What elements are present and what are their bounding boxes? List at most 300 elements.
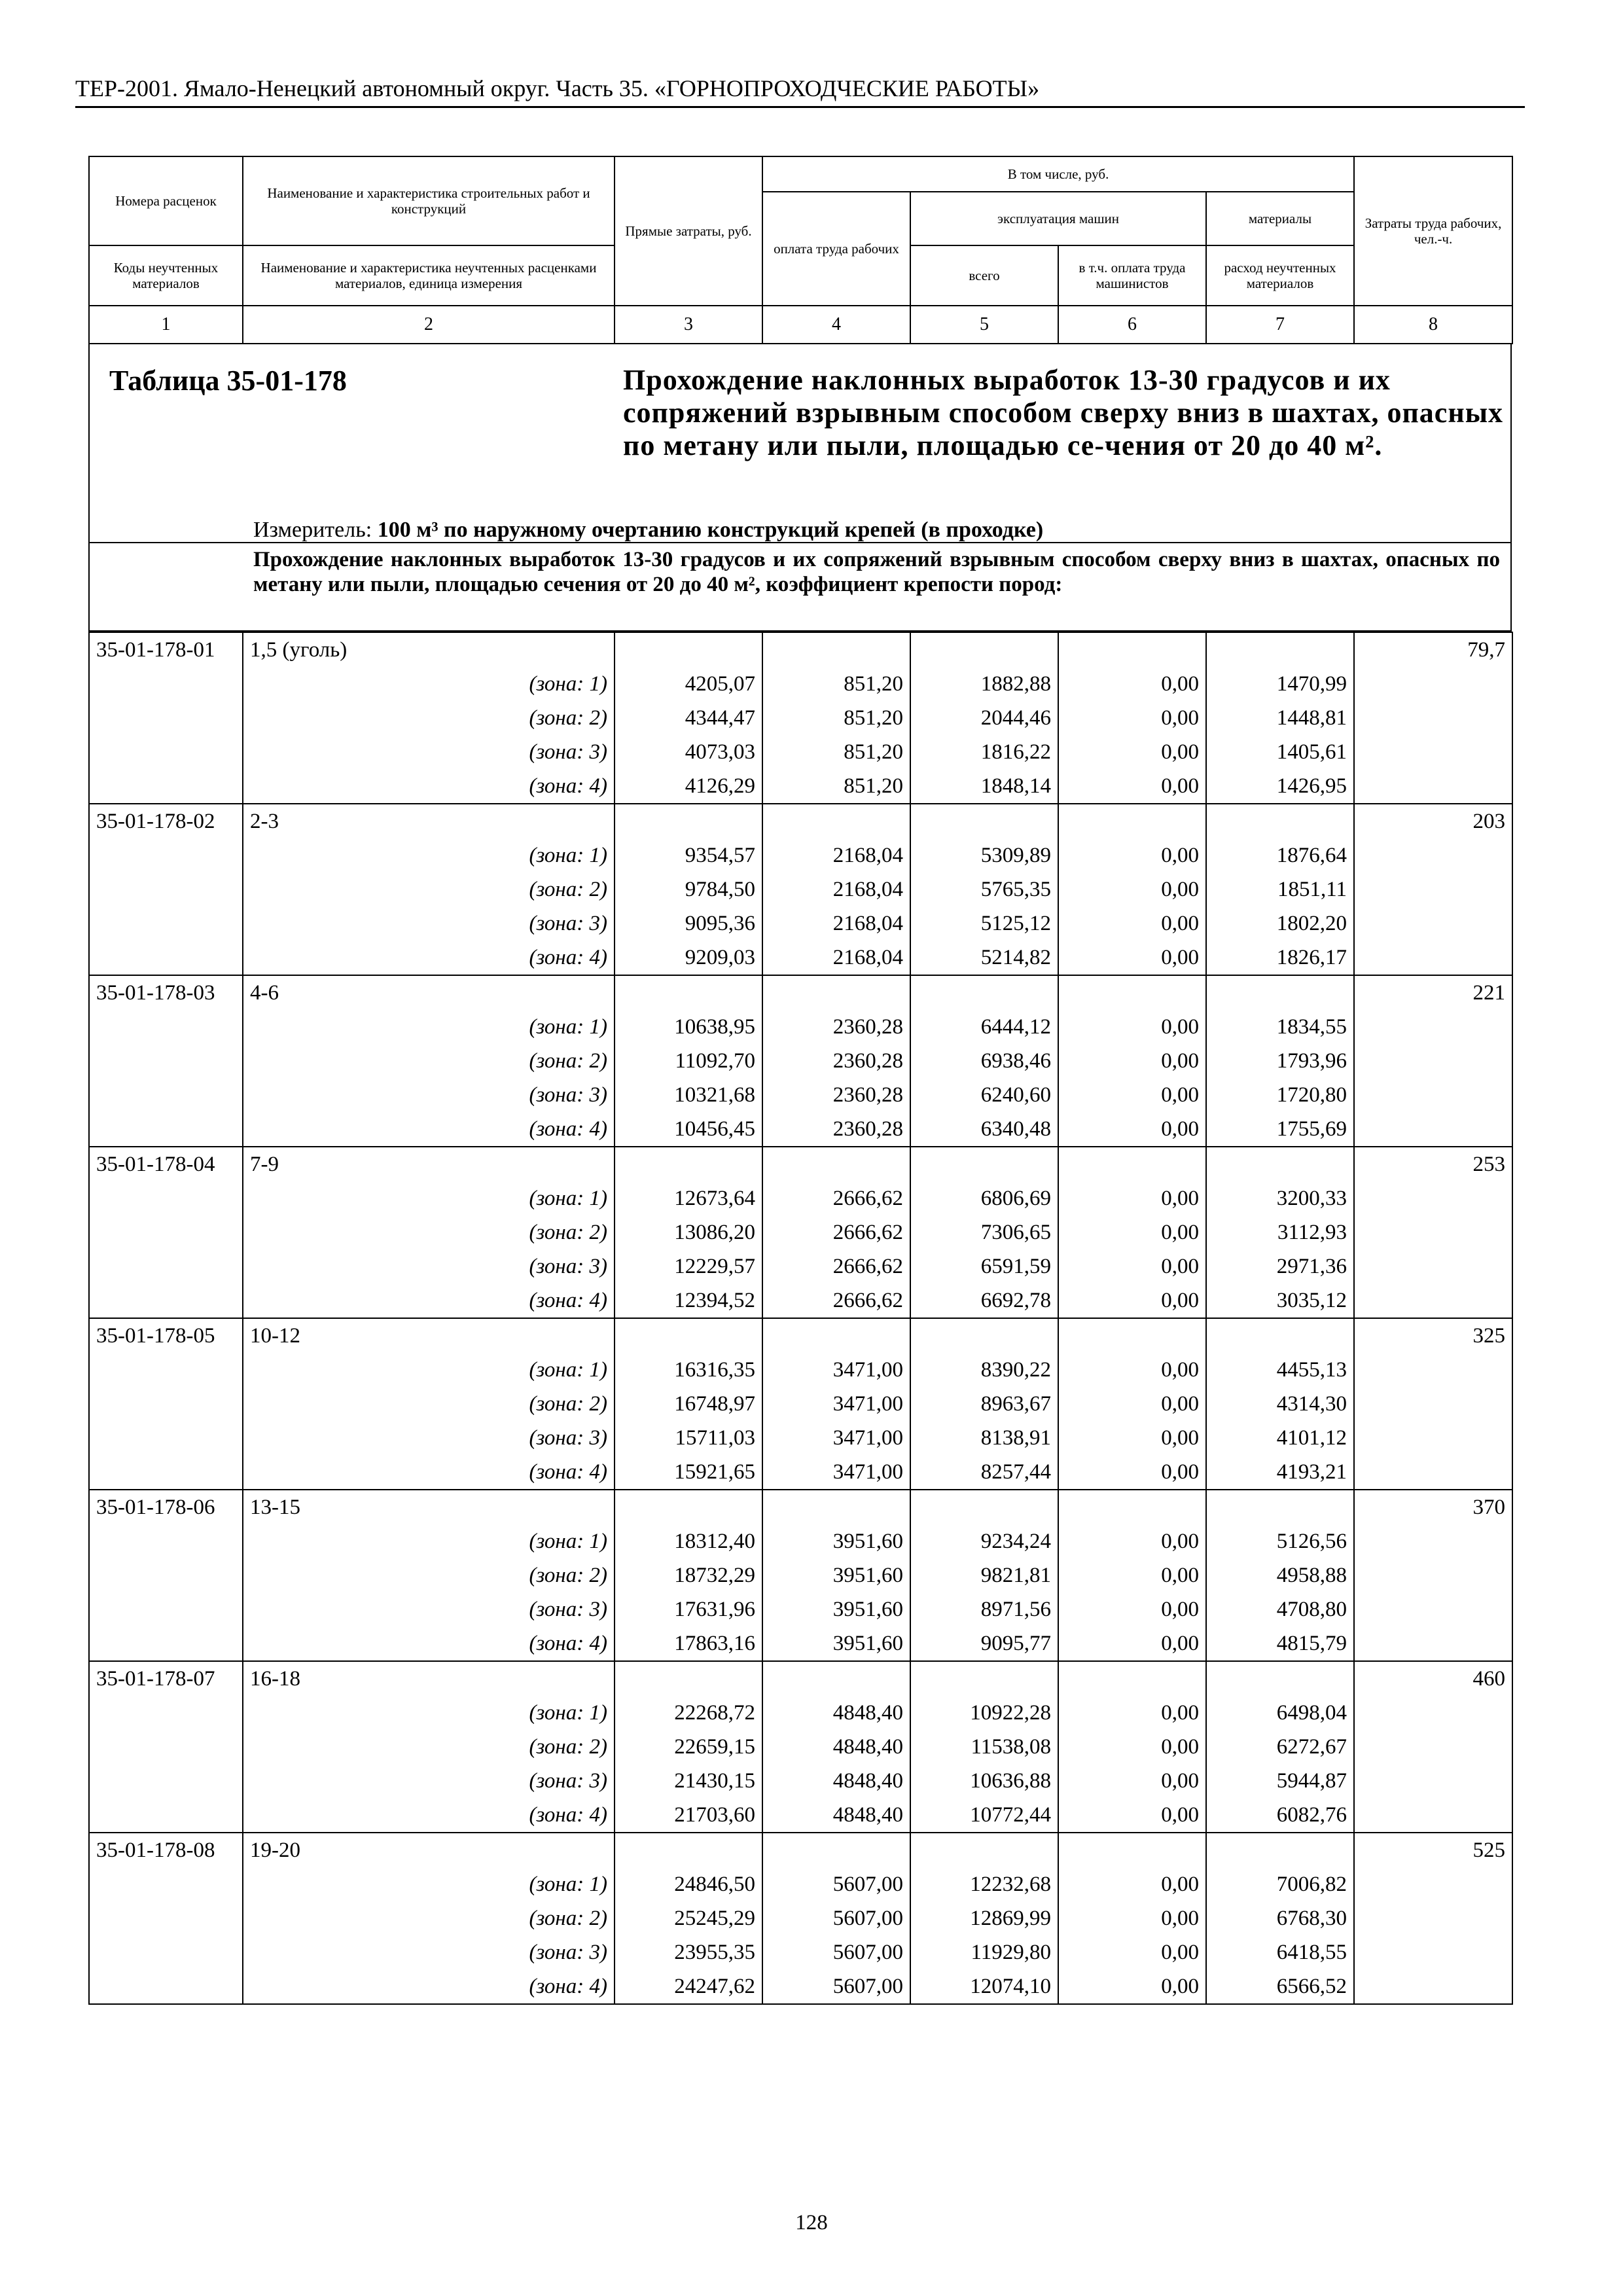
empty-cell — [615, 632, 762, 667]
header-machine-operation: эксплуатация машин — [910, 192, 1206, 245]
empty-cell — [89, 838, 243, 872]
empty-cell — [89, 1764, 243, 1798]
materials-cost: 4958,88 — [1206, 1558, 1354, 1592]
materials-cost: 3112,93 — [1206, 1215, 1354, 1249]
zone-row — [89, 667, 1512, 701]
empty-cell — [1354, 1626, 1512, 1661]
column-number: 3 — [615, 306, 762, 344]
zone-label: (зона: 2) — [243, 1558, 615, 1592]
empty-cell — [1206, 975, 1354, 1010]
materials-cost: 3200,33 — [1206, 1181, 1354, 1215]
empty-cell — [1354, 667, 1512, 701]
empty-cell — [762, 1318, 910, 1353]
worker-wages: 3951,60 — [762, 1558, 910, 1592]
driver-wages: 0,00 — [1058, 872, 1206, 906]
empty-cell — [615, 1833, 762, 1867]
direct-cost: 22268,72 — [615, 1696, 762, 1730]
rate-group-row — [89, 1147, 1512, 1181]
section-title-block — [88, 543, 1512, 632]
driver-wages: 0,00 — [1058, 1249, 1206, 1283]
zone-row — [89, 1592, 1512, 1626]
zone-row — [89, 1969, 1512, 2004]
empty-cell — [1058, 1147, 1206, 1181]
measure-label: Измеритель: — [253, 518, 372, 542]
driver-wages: 0,00 — [1058, 1044, 1206, 1078]
materials-cost: 1793,96 — [1206, 1044, 1354, 1078]
machines-total: 6340,48 — [910, 1112, 1058, 1147]
zone-row — [89, 1626, 1512, 1661]
machines-total: 11929,80 — [910, 1935, 1058, 1969]
materials-cost: 4708,80 — [1206, 1592, 1354, 1626]
direct-cost: 16748,97 — [615, 1387, 762, 1421]
direct-cost: 15711,03 — [615, 1421, 762, 1455]
machines-total: 9821,81 — [910, 1558, 1058, 1592]
empty-cell — [1354, 1283, 1512, 1318]
driver-wages: 0,00 — [1058, 1078, 1206, 1112]
direct-cost: 13086,20 — [615, 1215, 762, 1249]
empty-cell — [89, 1181, 243, 1215]
rate-code: 35-01-178-03 — [89, 975, 243, 1010]
worker-wages: 2168,04 — [762, 941, 910, 975]
materials-cost: 1470,99 — [1206, 667, 1354, 701]
empty-cell — [89, 1969, 243, 2004]
empty-cell — [89, 872, 243, 906]
running-header: ТЕР-2001. Ямало-Ненецкий автономный округ. Часть 35. «ГОРНОПРОХОДЧЕСКИЕ РАБОТЫ» — [75, 72, 1525, 108]
zone-row — [89, 941, 1512, 975]
rock-hardness: 19-20 — [243, 1833, 615, 1867]
direct-cost: 24846,50 — [615, 1867, 762, 1901]
empty-cell — [615, 1318, 762, 1353]
header-machines-total: всего — [910, 245, 1058, 306]
empty-cell — [89, 701, 243, 735]
zone-label: (зона: 2) — [243, 872, 615, 906]
materials-cost: 2971,36 — [1206, 1249, 1354, 1283]
zone-label: (зона: 1) — [243, 1696, 615, 1730]
empty-cell — [1354, 735, 1512, 769]
machines-total: 10772,44 — [910, 1798, 1058, 1833]
direct-cost: 12673,64 — [615, 1181, 762, 1215]
direct-cost: 15921,65 — [615, 1455, 762, 1490]
zone-label: (зона: 4) — [243, 1283, 615, 1318]
materials-cost: 1876,64 — [1206, 838, 1354, 872]
empty-cell — [1206, 1147, 1354, 1181]
machines-total: 7306,65 — [910, 1215, 1058, 1249]
empty-cell — [1354, 769, 1512, 804]
zone-row — [89, 1901, 1512, 1935]
empty-cell — [1354, 1353, 1512, 1387]
driver-wages: 0,00 — [1058, 1969, 1206, 2004]
column-number: 7 — [1206, 306, 1354, 344]
machines-total: 8390,22 — [910, 1353, 1058, 1387]
materials-cost: 1755,69 — [1206, 1112, 1354, 1147]
empty-cell — [615, 1490, 762, 1524]
direct-cost: 21430,15 — [615, 1764, 762, 1798]
empty-cell — [89, 1112, 243, 1147]
empty-cell — [89, 1901, 243, 1935]
driver-wages: 0,00 — [1058, 701, 1206, 735]
direct-cost: 11092,70 — [615, 1044, 762, 1078]
direct-cost: 4205,07 — [615, 667, 762, 701]
empty-cell — [89, 1626, 243, 1661]
zone-row — [89, 1353, 1512, 1387]
empty-cell — [89, 1215, 243, 1249]
empty-cell — [1354, 1387, 1512, 1421]
direct-cost: 21703,60 — [615, 1798, 762, 1833]
header-direct-costs: Прямые затраты, руб. — [615, 156, 762, 306]
zone-label: (зона: 1) — [243, 838, 615, 872]
driver-wages: 0,00 — [1058, 735, 1206, 769]
zone-row — [89, 1112, 1512, 1147]
machines-total: 5125,12 — [910, 906, 1058, 941]
empty-cell — [89, 1867, 243, 1901]
direct-cost: 4073,03 — [615, 735, 762, 769]
direct-cost: 4344,47 — [615, 701, 762, 735]
zone-label: (зона: 2) — [243, 1901, 615, 1935]
empty-cell — [89, 769, 243, 804]
empty-cell — [1058, 975, 1206, 1010]
zone-row — [89, 1696, 1512, 1730]
worker-wages: 3471,00 — [762, 1421, 910, 1455]
zone-row — [89, 1455, 1512, 1490]
worker-wages: 4848,40 — [762, 1696, 910, 1730]
empty-cell — [910, 1147, 1058, 1181]
worker-wages: 2168,04 — [762, 838, 910, 872]
empty-cell — [762, 632, 910, 667]
empty-cell — [762, 975, 910, 1010]
zone-label: (зона: 3) — [243, 1764, 615, 1798]
driver-wages: 0,00 — [1058, 1421, 1206, 1455]
column-number: 6 — [1058, 306, 1206, 344]
empty-cell — [762, 1833, 910, 1867]
zone-label: (зона: 4) — [243, 941, 615, 975]
header-driver-wages: в т.ч. оплата труда машинистов — [1058, 245, 1206, 306]
machines-total: 6938,46 — [910, 1044, 1058, 1078]
worker-wages: 2360,28 — [762, 1044, 910, 1078]
machines-total: 5765,35 — [910, 872, 1058, 906]
rate-code: 35-01-178-04 — [89, 1147, 243, 1181]
labor-cost: 203 — [1354, 804, 1512, 838]
empty-cell — [89, 1558, 243, 1592]
zone-row — [89, 906, 1512, 941]
zone-label: (зона: 3) — [243, 735, 615, 769]
driver-wages: 0,00 — [1058, 1696, 1206, 1730]
rate-group-row — [89, 804, 1512, 838]
driver-wages: 0,00 — [1058, 667, 1206, 701]
worker-wages: 4848,40 — [762, 1730, 910, 1764]
worker-wages: 5607,00 — [762, 1935, 910, 1969]
table-title-block — [88, 344, 1512, 543]
zone-label: (зона: 4) — [243, 1112, 615, 1147]
direct-cost: 12394,52 — [615, 1283, 762, 1318]
empty-cell — [1058, 1318, 1206, 1353]
column-number: 8 — [1354, 306, 1512, 344]
driver-wages: 0,00 — [1058, 1387, 1206, 1421]
rock-hardness: 10-12 — [243, 1318, 615, 1353]
driver-wages: 0,00 — [1058, 1010, 1206, 1044]
zone-label: (зона: 3) — [243, 906, 615, 941]
zone-row — [89, 1215, 1512, 1249]
direct-cost: 17863,16 — [615, 1626, 762, 1661]
empty-cell — [89, 1592, 243, 1626]
labor-cost: 460 — [1354, 1661, 1512, 1696]
measure-value: 100 м³ по наружному очертанию конструкций крепей (в проходке) — [377, 518, 1044, 542]
page-number: 128 — [795, 2211, 828, 2234]
rate-code: 35-01-178-08 — [89, 1833, 243, 1867]
empty-cell — [89, 1524, 243, 1558]
column-number: 4 — [762, 306, 910, 344]
machines-total: 11538,08 — [910, 1730, 1058, 1764]
machines-total: 1848,14 — [910, 769, 1058, 804]
materials-cost: 6418,55 — [1206, 1935, 1354, 1969]
empty-cell — [615, 975, 762, 1010]
empty-cell — [762, 804, 910, 838]
driver-wages: 0,00 — [1058, 1181, 1206, 1215]
zone-row — [89, 1010, 1512, 1044]
zone-label: (зона: 3) — [243, 1935, 615, 1969]
worker-wages: 2360,28 — [762, 1112, 910, 1147]
empty-cell — [1206, 632, 1354, 667]
materials-cost: 4193,21 — [1206, 1455, 1354, 1490]
zone-label: (зона: 2) — [243, 1730, 615, 1764]
zone-label: (зона: 4) — [243, 1455, 615, 1490]
worker-wages: 851,20 — [762, 701, 910, 735]
empty-cell — [1354, 1798, 1512, 1833]
header-labor-costs: Затраты труда рабочих, чел.-ч. — [1354, 156, 1512, 306]
empty-cell — [1354, 1558, 1512, 1592]
rock-hardness: 1,5 (уголь) — [243, 632, 615, 667]
empty-cell — [1206, 1318, 1354, 1353]
empty-cell — [1354, 1901, 1512, 1935]
direct-cost: 9784,50 — [615, 872, 762, 906]
zone-row — [89, 1044, 1512, 1078]
empty-cell — [1354, 1078, 1512, 1112]
direct-cost: 9209,03 — [615, 941, 762, 975]
zone-label: (зона: 3) — [243, 1421, 615, 1455]
direct-cost: 23955,35 — [615, 1935, 762, 1969]
empty-cell — [89, 667, 243, 701]
zone-row — [89, 1867, 1512, 1901]
rate-code: 35-01-178-02 — [89, 804, 243, 838]
machines-total: 8138,91 — [910, 1421, 1058, 1455]
machines-total: 6806,69 — [910, 1181, 1058, 1215]
machines-total: 10922,28 — [910, 1696, 1058, 1730]
worker-wages: 851,20 — [762, 769, 910, 804]
machines-total: 8257,44 — [910, 1455, 1058, 1490]
direct-cost: 18732,29 — [615, 1558, 762, 1592]
machines-total: 10636,88 — [910, 1764, 1058, 1798]
materials-cost: 1405,61 — [1206, 735, 1354, 769]
worker-wages: 3951,60 — [762, 1592, 910, 1626]
rock-hardness: 13-15 — [243, 1490, 615, 1524]
empty-cell — [89, 1353, 243, 1387]
empty-cell — [1058, 1490, 1206, 1524]
empty-cell — [1206, 1661, 1354, 1696]
worker-wages: 5607,00 — [762, 1969, 910, 2004]
empty-cell — [89, 1044, 243, 1078]
empty-cell — [89, 1249, 243, 1283]
direct-cost: 9354,57 — [615, 838, 762, 872]
worker-wages: 2168,04 — [762, 872, 910, 906]
empty-cell — [1354, 838, 1512, 872]
price-data-table — [88, 632, 1513, 2005]
machines-total: 1816,22 — [910, 735, 1058, 769]
empty-cell — [89, 1798, 243, 1833]
materials-cost: 4101,12 — [1206, 1421, 1354, 1455]
driver-wages: 0,00 — [1058, 1592, 1206, 1626]
zone-label: (зона: 4) — [243, 1626, 615, 1661]
rate-code: 35-01-178-06 — [89, 1490, 243, 1524]
direct-cost: 9095,36 — [615, 906, 762, 941]
empty-cell — [1354, 1730, 1512, 1764]
empty-cell — [762, 1490, 910, 1524]
zone-label: (зона: 2) — [243, 1387, 615, 1421]
empty-cell — [615, 804, 762, 838]
rate-group-row — [89, 975, 1512, 1010]
empty-cell — [1354, 1592, 1512, 1626]
empty-cell — [89, 1387, 243, 1421]
materials-cost: 4314,30 — [1206, 1387, 1354, 1421]
empty-cell — [1354, 1249, 1512, 1283]
empty-cell — [1354, 1421, 1512, 1455]
empty-cell — [89, 1935, 243, 1969]
zone-row — [89, 1249, 1512, 1283]
direct-cost: 25245,29 — [615, 1901, 762, 1935]
materials-cost: 1851,11 — [1206, 872, 1354, 906]
direct-cost: 12229,57 — [615, 1249, 762, 1283]
zone-label: (зона: 4) — [243, 1798, 615, 1833]
worker-wages: 2360,28 — [762, 1078, 910, 1112]
empty-cell — [1354, 941, 1512, 975]
driver-wages: 0,00 — [1058, 906, 1206, 941]
driver-wages: 0,00 — [1058, 941, 1206, 975]
materials-cost: 6566,52 — [1206, 1969, 1354, 2004]
worker-wages: 4848,40 — [762, 1764, 910, 1798]
labor-cost: 325 — [1354, 1318, 1512, 1353]
rock-hardness: 7-9 — [243, 1147, 615, 1181]
machines-total: 5309,89 — [910, 838, 1058, 872]
zone-row — [89, 1798, 1512, 1833]
empty-cell — [910, 1661, 1058, 1696]
empty-cell — [1354, 1010, 1512, 1044]
zone-row — [89, 1181, 1512, 1215]
zone-label: (зона: 1) — [243, 1353, 615, 1387]
direct-cost: 17631,96 — [615, 1592, 762, 1626]
zone-label: (зона: 1) — [243, 1010, 615, 1044]
column-number: 5 — [910, 306, 1058, 344]
empty-cell — [1058, 1833, 1206, 1867]
direct-cost: 10456,45 — [615, 1112, 762, 1147]
materials-cost: 1720,80 — [1206, 1078, 1354, 1112]
machines-total: 6444,12 — [910, 1010, 1058, 1044]
zone-label: (зона: 3) — [243, 1078, 615, 1112]
worker-wages: 3471,00 — [762, 1455, 910, 1490]
empty-cell — [910, 1833, 1058, 1867]
empty-cell — [1058, 632, 1206, 667]
rate-group-row — [89, 1661, 1512, 1696]
rate-code: 35-01-178-01 — [89, 632, 243, 667]
zone-label: (зона: 4) — [243, 1969, 615, 2004]
machines-total: 9234,24 — [910, 1524, 1058, 1558]
rate-code: 35-01-178-07 — [89, 1661, 243, 1696]
header-including: В том числе, руб. — [762, 156, 1354, 192]
worker-wages: 3471,00 — [762, 1353, 910, 1387]
empty-cell — [1354, 701, 1512, 735]
zone-row — [89, 1558, 1512, 1592]
empty-cell — [1354, 1969, 1512, 2004]
driver-wages: 0,00 — [1058, 1353, 1206, 1387]
zone-label: (зона: 3) — [243, 1592, 615, 1626]
zone-label: (зона: 1) — [243, 1524, 615, 1558]
driver-wages: 0,00 — [1058, 1798, 1206, 1833]
zone-label: (зона: 2) — [243, 701, 615, 735]
worker-wages: 2666,62 — [762, 1215, 910, 1249]
materials-cost: 1802,20 — [1206, 906, 1354, 941]
zone-row — [89, 838, 1512, 872]
materials-cost: 1448,81 — [1206, 701, 1354, 735]
empty-cell — [89, 1730, 243, 1764]
machines-total: 8971,56 — [910, 1592, 1058, 1626]
worker-wages: 2168,04 — [762, 906, 910, 941]
empty-cell — [910, 804, 1058, 838]
rate-code: 35-01-178-05 — [89, 1318, 243, 1353]
driver-wages: 0,00 — [1058, 1283, 1206, 1318]
machines-total: 8963,67 — [910, 1387, 1058, 1421]
materials-cost: 1426,95 — [1206, 769, 1354, 804]
empty-cell — [910, 1318, 1058, 1353]
zone-row — [89, 1524, 1512, 1558]
worker-wages: 2666,62 — [762, 1283, 910, 1318]
empty-cell — [762, 1147, 910, 1181]
zone-row — [89, 1730, 1512, 1764]
empty-cell — [1354, 1181, 1512, 1215]
materials-cost: 4815,79 — [1206, 1626, 1354, 1661]
zone-row — [89, 735, 1512, 769]
header-material-codes: Коды неучтенных материалов — [89, 245, 243, 306]
machines-total: 6591,59 — [910, 1249, 1058, 1283]
empty-cell — [1354, 872, 1512, 906]
empty-cell — [1354, 1215, 1512, 1249]
driver-wages: 0,00 — [1058, 1524, 1206, 1558]
materials-cost: 4455,13 — [1206, 1353, 1354, 1387]
machines-total: 12074,10 — [910, 1969, 1058, 2004]
empty-cell — [1354, 1935, 1512, 1969]
materials-cost: 1826,17 — [1206, 941, 1354, 975]
worker-wages: 851,20 — [762, 667, 910, 701]
rock-hardness: 4-6 — [243, 975, 615, 1010]
driver-wages: 0,00 — [1058, 1558, 1206, 1592]
machines-total: 6692,78 — [910, 1283, 1058, 1318]
empty-cell — [1206, 1490, 1354, 1524]
header-material-usage: расход неучтенных материалов — [1206, 245, 1354, 306]
section-title: Прохождение наклонных выработок 13-30 градусов и их сопряжений взрывным способом сверху вниз в шахтах, опасных по метану или пыли, площадью сечения от 20 до 40 м², коэффициент крепости пород: — [253, 548, 1500, 596]
zone-row — [89, 1078, 1512, 1112]
materials-cost: 6768,30 — [1206, 1901, 1354, 1935]
column-header-table — [88, 156, 1513, 344]
empty-cell — [910, 975, 1058, 1010]
zone-label: (зона: 1) — [243, 1181, 615, 1215]
direct-cost: 4126,29 — [615, 769, 762, 804]
direct-cost: 18312,40 — [615, 1524, 762, 1558]
empty-cell — [89, 1455, 243, 1490]
empty-cell — [89, 735, 243, 769]
empty-cell — [89, 1696, 243, 1730]
zone-label: (зона: 4) — [243, 769, 615, 804]
zone-label: (зона: 2) — [243, 1044, 615, 1078]
direct-cost: 16316,35 — [615, 1353, 762, 1387]
zone-row — [89, 769, 1512, 804]
driver-wages: 0,00 — [1058, 838, 1206, 872]
empty-cell — [89, 1283, 243, 1318]
